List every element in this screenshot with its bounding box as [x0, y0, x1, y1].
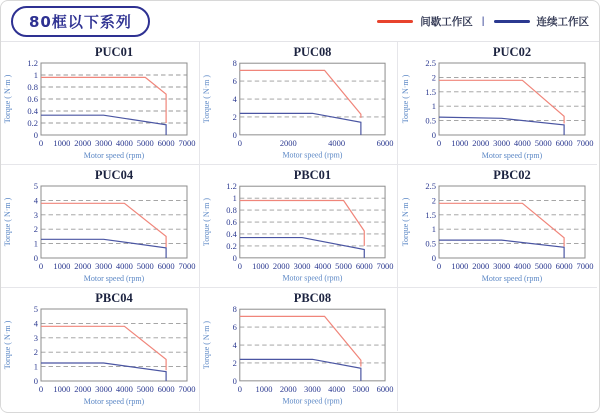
chart-cell-pbc08	[200, 288, 398, 411]
y-tick-label: 5	[33, 181, 38, 191]
y-axis-label: Torque ( N·m )	[3, 74, 12, 124]
x-tick-label: 5000	[136, 138, 154, 148]
chart-puc04	[1, 166, 199, 287]
y-tick-label: 1	[33, 361, 38, 372]
continuous-series-line	[439, 117, 564, 135]
y-axis-label: Torque ( N·m )	[3, 320, 12, 370]
x-tick-label: 3000	[95, 384, 113, 394]
chart-pbc01	[200, 166, 397, 287]
y-tick-label: 4	[33, 318, 38, 329]
y-tick-label: 4	[232, 340, 237, 351]
intermittent-series-line	[41, 77, 166, 123]
x-tick-label: 0	[237, 260, 242, 271]
legend-separator: |	[481, 15, 485, 27]
y-tick-label: 0	[431, 253, 436, 263]
y-tick-label: 0.4	[27, 106, 38, 116]
x-tick-label: 3000	[95, 138, 113, 148]
x-tick-label: 1000	[53, 261, 71, 271]
continuous-line-swatch	[494, 20, 530, 23]
x-tick-label: 4000	[513, 138, 531, 148]
y-tick-label: 1	[33, 238, 38, 249]
x-tick-label: 2000	[74, 138, 92, 148]
y-tick-label: 0.2	[27, 118, 38, 128]
y-tick-label: 4	[232, 94, 237, 105]
y-tick-label: 1	[33, 70, 38, 80]
x-tick-label: 2000	[471, 261, 489, 271]
intermittent-series-line	[240, 70, 361, 117]
y-tick-label: 0.5	[424, 238, 436, 249]
chart-pbc02	[399, 166, 597, 287]
x-tick-label: 1000	[450, 138, 468, 148]
y-tick-label: 5	[33, 304, 38, 314]
x-tick-label: 5000	[136, 261, 154, 271]
x-tick-label: 0	[436, 261, 441, 271]
y-tick-label: 0.8	[27, 82, 38, 92]
x-tick-label: 7000	[576, 261, 593, 271]
y-tick-label: 1	[431, 224, 436, 235]
x-tick-label: 6000	[555, 138, 573, 148]
x-tick-label: 5000	[534, 261, 552, 271]
chart-cell-puc08	[200, 42, 398, 165]
x-tick-label: 3000	[95, 261, 113, 271]
x-tick-label: 4000	[513, 261, 531, 271]
x-axis-label: Motor speed (rpm)	[481, 151, 542, 160]
y-tick-label: 1	[232, 193, 237, 204]
chart-title: PUC08	[293, 45, 332, 60]
x-tick-label: 4000	[314, 260, 332, 271]
x-tick-label: 5000	[534, 138, 552, 148]
chart-cell-puc01	[1, 42, 200, 165]
x-tick-label: 4000	[115, 384, 133, 394]
x-tick-label: 1000	[255, 383, 273, 394]
chart-cell-pbc01	[200, 165, 398, 288]
x-tick-label: 0	[436, 138, 441, 148]
x-tick-label: 0	[38, 261, 44, 271]
y-tick-label: 0.5	[424, 115, 436, 126]
x-axis-label: Motor speed (rpm)	[282, 150, 343, 160]
x-tick-label: 7000	[576, 138, 593, 148]
y-tick-label: 2	[431, 72, 436, 83]
y-tick-label: 1.5	[424, 86, 436, 97]
x-tick-label: 1000	[450, 261, 468, 271]
y-tick-label: 0	[431, 130, 436, 140]
x-tick-label: 7000	[178, 138, 196, 148]
intermittent-series-line	[41, 326, 166, 370]
x-tick-label: 0	[38, 138, 44, 148]
y-tick-label: 0	[33, 376, 38, 386]
x-tick-label: 3000	[492, 138, 510, 148]
y-tick-label: 2.5	[424, 58, 436, 68]
x-tick-label: 2000	[279, 137, 297, 148]
x-tick-label: 6000	[555, 261, 573, 271]
y-tick-label: 3	[33, 332, 38, 343]
chart-title: PBC08	[293, 291, 332, 306]
y-tick-label: 4	[33, 195, 38, 206]
y-axis-label: Torque ( N·m )	[3, 197, 12, 247]
x-tick-label: 2000	[272, 260, 290, 271]
x-tick-label: 6000	[157, 261, 175, 271]
y-tick-label: 1.2	[226, 181, 237, 192]
x-tick-label: 2000	[74, 384, 92, 394]
x-tick-label: 7000	[178, 384, 196, 394]
chart-title: PBC02	[492, 168, 531, 182]
x-tick-label: 2000	[471, 138, 489, 148]
chart-title: PBC01	[293, 168, 332, 183]
y-tick-label: 2	[232, 357, 237, 368]
x-tick-label: 1000	[53, 138, 71, 148]
chart-puc08	[200, 43, 397, 164]
x-tick-label: 5000	[335, 260, 353, 271]
y-tick-label: 2.5	[424, 181, 436, 191]
y-tick-label: 0.8	[226, 205, 237, 216]
y-tick-label: 0	[232, 129, 237, 140]
x-tick-label: 7000	[376, 260, 394, 271]
y-tick-label: 6	[232, 322, 237, 333]
x-axis-label: Motor speed (rpm)	[83, 397, 145, 406]
y-tick-label: 0	[33, 130, 38, 140]
continuous-series-line	[41, 239, 166, 258]
y-tick-label: 2	[232, 111, 237, 122]
continuous-series-line	[240, 238, 364, 258]
y-tick-label: 2	[33, 347, 38, 358]
x-tick-label: 5000	[352, 383, 370, 394]
x-tick-label: 6000	[376, 383, 394, 394]
continuous-label: 连续工作区	[536, 15, 589, 28]
x-axis-label: Motor speed (rpm)	[83, 274, 145, 283]
x-tick-label: 0	[237, 383, 242, 394]
y-tick-label: 2	[431, 195, 436, 206]
chart-cell-puc04	[1, 165, 200, 288]
y-tick-label: 0	[232, 375, 237, 386]
intermittent-line-swatch	[377, 20, 413, 23]
chart-cell-puc02	[398, 42, 597, 165]
y-axis-label: Torque ( N·m )	[201, 74, 211, 124]
x-tick-label: 3000	[492, 261, 510, 271]
y-tick-label: 2	[33, 224, 38, 235]
continuous-series-line	[41, 363, 166, 381]
chart-puc02	[399, 43, 597, 164]
y-tick-label: 3	[33, 209, 38, 220]
y-axis-label: Torque ( N·m )	[400, 74, 410, 124]
x-tick-label: 6000	[157, 138, 175, 148]
chart-puc01	[1, 43, 199, 164]
x-axis-label: Motor speed (rpm)	[83, 151, 145, 160]
x-tick-label: 2000	[74, 261, 92, 271]
x-tick-label: 5000	[136, 384, 154, 394]
x-tick-label: 1000	[53, 384, 71, 394]
y-tick-label: 1.5	[424, 209, 436, 220]
y-tick-label: 0	[33, 253, 38, 263]
chart-cell-pbc02	[398, 165, 597, 288]
chart-title: PUC02	[492, 45, 531, 59]
charts-grid	[1, 42, 599, 411]
plot-area	[41, 309, 187, 381]
x-tick-label: 0	[237, 137, 242, 148]
series-badge: 80框以下系列	[11, 6, 150, 37]
page-header	[1, 1, 599, 42]
x-tick-label: 6000	[355, 260, 373, 271]
y-tick-label: 1.2	[27, 58, 38, 68]
continuous-series-line	[41, 115, 166, 135]
x-tick-label: 7000	[178, 261, 196, 271]
y-tick-label: 0	[232, 252, 237, 263]
intermittent-series-line	[41, 203, 166, 247]
x-tick-label: 0	[38, 384, 44, 394]
x-tick-label: 4000	[328, 383, 346, 394]
chart-pbc04	[1, 289, 199, 410]
x-tick-label: 4000	[115, 138, 133, 148]
chart-cell-pbc04	[1, 288, 200, 411]
x-axis-label: Motor speed (rpm)	[282, 396, 343, 406]
chart-title: PBC04	[95, 291, 133, 305]
chart-title: PUC01	[94, 45, 134, 59]
x-axis-label: Motor speed (rpm)	[481, 274, 542, 283]
y-tick-label: 0.2	[226, 240, 237, 251]
x-tick-label: 2000	[279, 383, 297, 394]
y-tick-label: 0.4	[226, 228, 237, 239]
x-tick-label: 3000	[303, 383, 321, 394]
y-tick-label: 6	[232, 76, 237, 87]
y-tick-label: 0.6	[226, 217, 237, 228]
x-tick-label: 1000	[252, 260, 270, 271]
x-tick-label: 6000	[157, 384, 175, 394]
x-tick-label: 3000	[293, 260, 311, 271]
legend	[377, 14, 589, 29]
chart-title: PUC04	[94, 168, 134, 182]
y-axis-label: Torque ( N·m )	[201, 197, 211, 247]
y-tick-label: 1	[431, 101, 436, 112]
y-tick-label: 0.6	[27, 94, 38, 104]
x-tick-label: 4000	[115, 261, 133, 271]
continuous-series-line	[439, 240, 564, 258]
intermittent-label: 间歇工作区	[420, 15, 473, 28]
x-tick-label: 6000	[376, 137, 394, 148]
y-tick-label: 8	[232, 304, 237, 315]
y-tick-label: 8	[232, 58, 237, 69]
y-axis-label: Torque ( N·m )	[400, 197, 410, 247]
intermittent-series-line	[240, 201, 364, 246]
empty-cell	[398, 288, 597, 411]
x-axis-label: Motor speed (rpm)	[282, 273, 343, 283]
x-tick-label: 4000	[328, 137, 346, 148]
chart-pbc08	[200, 289, 397, 410]
y-axis-label: Torque ( N·m )	[201, 320, 211, 370]
